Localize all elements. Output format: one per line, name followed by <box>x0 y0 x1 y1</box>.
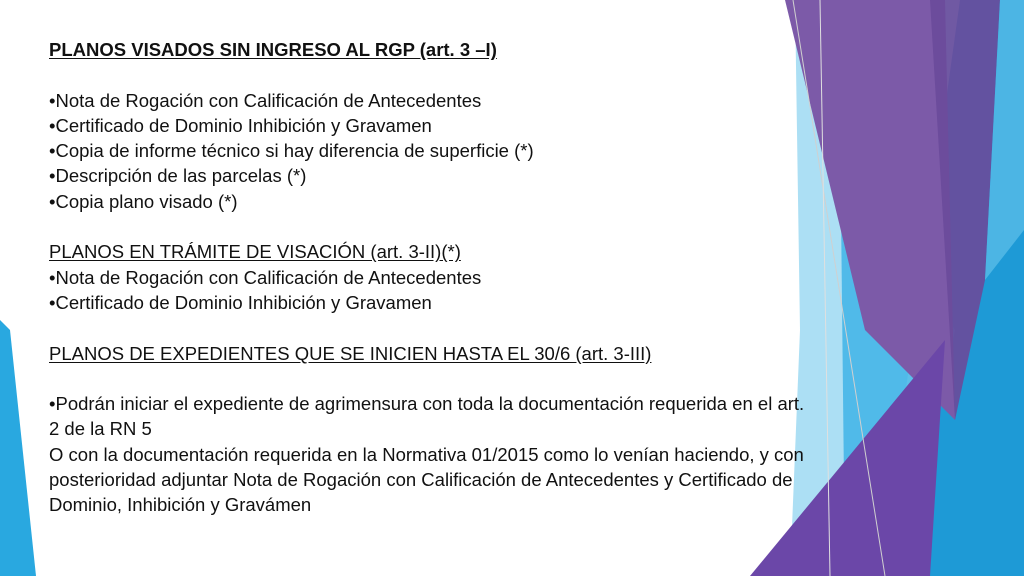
spacer <box>49 366 869 391</box>
section3-paragraph1-line: 2 de la RN 5 <box>49 418 152 440</box>
section2-item: •Nota de Rogación con Calificación de Antecedentes <box>49 266 482 288</box>
left-blue-strip <box>0 320 36 576</box>
section3-paragraph1-line: •Podrán iniciar el expediente de agrimensura con toda la documentación requerida en el art. <box>49 393 805 415</box>
section1-item: •Certificado de Dominio Inhibición y Gravamen <box>49 114 432 136</box>
section1-item: •Copia plano visado (*) <box>49 190 238 212</box>
section1-heading: PLANOS VISADOS SIN INGRESO AL RGP (art. 3 –I) <box>49 39 497 60</box>
spacer <box>49 315 869 340</box>
section1-item: •Nota de Rogación con Calificación de Antecedentes <box>49 89 482 111</box>
section3-heading: PLANOS DE EXPEDIENTES QUE SE INICIEN HASTA EL 30/6 (art. 3-III) <box>49 342 652 364</box>
section3-paragraph2-line: Dominio, Inhibición y Gravámen <box>49 494 312 516</box>
spacer <box>49 62 869 87</box>
section1-item: •Descripción de las parcelas (*) <box>49 165 307 187</box>
slide-text-content <box>49 37 869 518</box>
section3-paragraph2-line: posterioridad adjuntar Nota de Rogación con Calificación de Antecedentes y Certificado de <box>49 469 793 491</box>
section1-item: •Copia de informe técnico si hay diferencia de superficie (*) <box>49 140 534 162</box>
section2-heading: PLANOS EN TRÁMITE DE VISACIÓN (art. 3-II)(*) <box>49 241 461 263</box>
section2-item: •Certificado de Dominio Inhibición y Gravamen <box>49 291 432 313</box>
section3-paragraph2-line: O con la documentación requerida en la Normativa 01/2015 como lo venían haciendo, y con <box>49 443 804 465</box>
spacer <box>49 214 869 239</box>
